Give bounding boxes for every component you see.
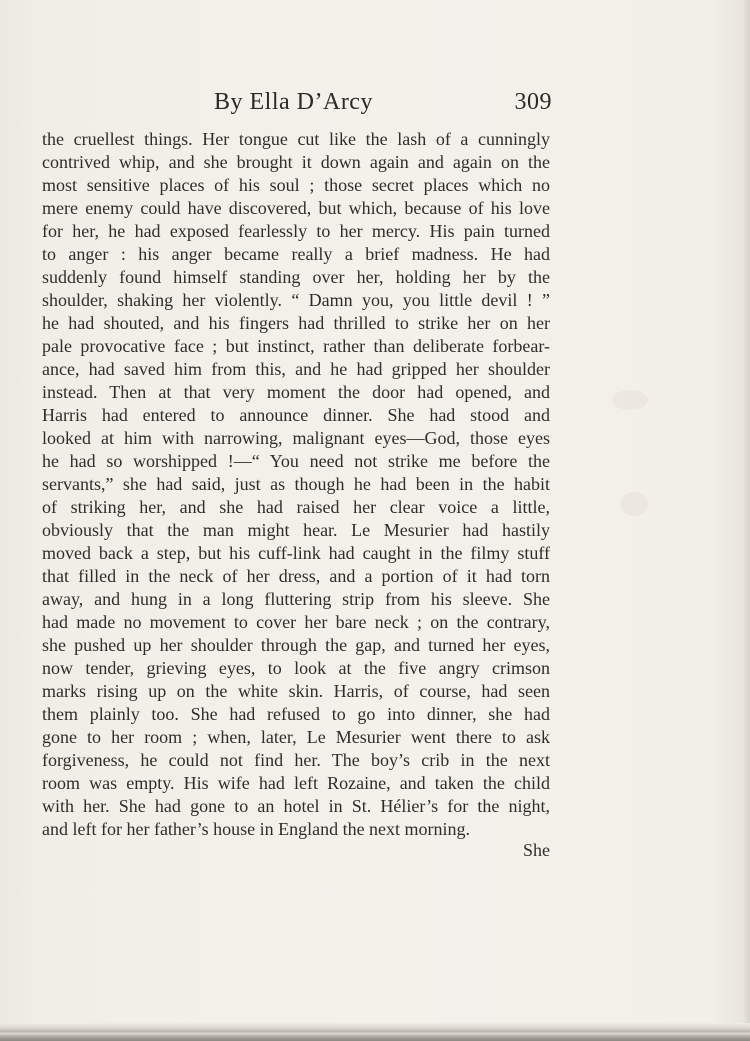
- text-line: instead. Then at that very moment the door had opened, and: [42, 382, 550, 402]
- text-line: mere enemy could have discovered, but which, because of his love: [42, 198, 550, 218]
- body-text: [42, 128, 550, 841]
- text-line: them plainly too. She had refused to go into dinner, she had: [42, 704, 550, 724]
- text-line: she pushed up her shoulder through the gap, and turned her eyes,: [42, 635, 550, 655]
- text-line: gone to her room ; when, later, Le Mesurier went there to ask: [42, 727, 550, 747]
- text-line: he had so worshipped !—“ You need not strike me before the: [42, 451, 550, 471]
- running-title: By Ella D’Arcy: [214, 89, 373, 115]
- text-line: forgiveness, he could not find her. The boy’s crib in the next: [42, 750, 550, 770]
- text-line: for her, he had exposed fearlessly to her mercy. His pain turned: [42, 221, 550, 241]
- text-line-last: and left for her father’s house in England the next morning.: [42, 819, 471, 839]
- text-line: marks rising up on the white skin. Harris, of course, had seen: [42, 681, 550, 701]
- paper-stain: [612, 390, 648, 410]
- text-line: looked at him with narrowing, malignant eyes—God, those eyes: [42, 428, 550, 448]
- text-line: suddenly found himself standing over her, holding her by the: [42, 267, 550, 287]
- text-line: with her. She had gone to an hotel in St. Hélier’s for the night,: [42, 796, 550, 816]
- text-line: moved back a step, but his cuff-link had caught in the filmy stuff: [42, 543, 550, 563]
- text-line: he had shouted, and his fingers had thrilled to strike her on her: [42, 313, 550, 333]
- text-line: obviously that the man might hear. Le Mesurier had hastily: [42, 520, 550, 540]
- text-line: servants,” she had said, just as though he had been in the habit: [42, 474, 550, 494]
- paper-stain: [620, 492, 648, 516]
- text-line: now tender, grieving eyes, to look at the five angry crimson: [42, 658, 550, 678]
- text-line: to anger : his anger became really a brief madness. He had: [42, 244, 550, 264]
- text-line: the cruellest things. Her tongue cut like the lash of a cunningly: [42, 129, 550, 149]
- catchword: She: [523, 840, 550, 860]
- text-line: away, and hung in a long fluttering strip from his sleeve. She: [42, 589, 550, 609]
- running-head: [42, 89, 552, 123]
- text-line: of striking her, and she had raised her clear voice a little,: [42, 497, 550, 517]
- text-line: shoulder, shaking her violently. “ Damn you, you little devil ! ”: [42, 290, 550, 310]
- text-line: ance, had saved him from this, and he had gripped her shoulder: [42, 359, 550, 379]
- text-line: had made no movement to cover her bare neck ; on the contrary,: [42, 612, 550, 632]
- page-edge-bottom: [0, 1023, 750, 1041]
- text-line: most sensitive places of his soul ; those secret places which no: [42, 175, 550, 195]
- text-line: contrived whip, and she brought it down again and again on the: [42, 152, 550, 172]
- page-edge-right: [744, 0, 750, 1041]
- text-line: room was empty. His wife had left Rozaine, and taken the child: [42, 773, 550, 793]
- text-line: that filled in the neck of her dress, and a portion of it had torn: [42, 566, 550, 586]
- page-number: 309: [514, 89, 552, 115]
- text-line: pale provocative face ; but instinct, rather than deliberate forbear-: [42, 336, 550, 356]
- text-line: Harris had entered to announce dinner. She had stood and: [42, 405, 550, 425]
